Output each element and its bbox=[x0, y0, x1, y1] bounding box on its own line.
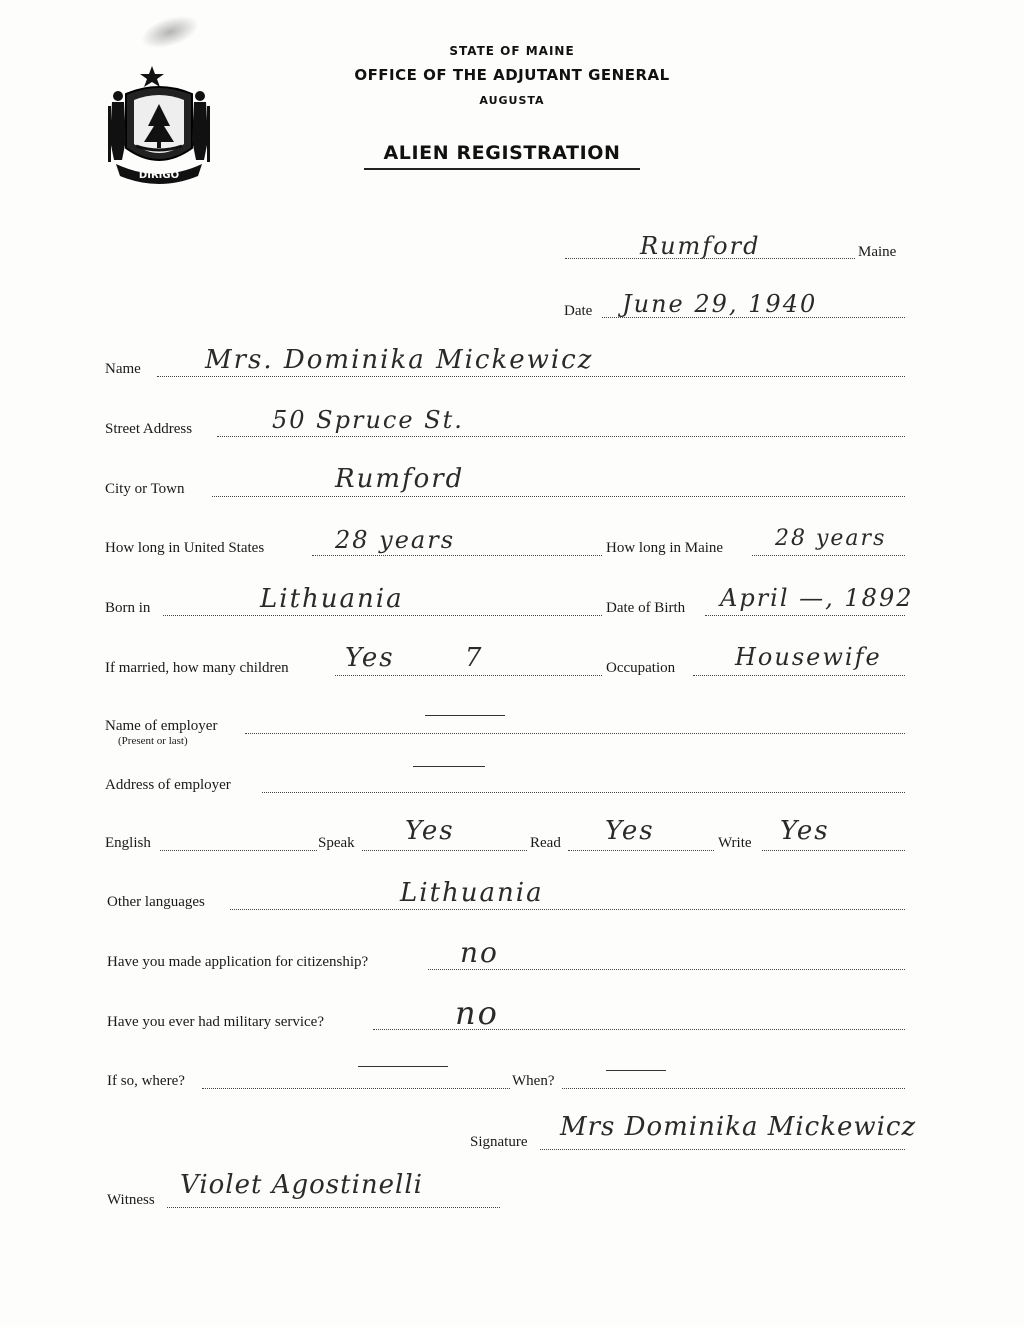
signature-value: Mrs Dominika Mickewicz bbox=[560, 1112, 917, 1142]
employer-blank-dash bbox=[425, 715, 505, 716]
signature-line bbox=[540, 1149, 905, 1150]
employer-sublabel: (Present or last) bbox=[118, 735, 188, 747]
witness-label: Witness bbox=[107, 1192, 155, 1208]
dob-value: April —, 1892 bbox=[720, 584, 914, 612]
occupation-line bbox=[693, 675, 905, 676]
citizenship-line bbox=[428, 969, 905, 970]
write-value: Yes bbox=[780, 816, 830, 846]
seal-motto: DIRIGO bbox=[138, 170, 180, 181]
street-label: Street Address bbox=[105, 421, 193, 437]
us-duration-value: 28 years bbox=[335, 526, 456, 554]
born-in-value: Lithuania bbox=[260, 584, 404, 614]
employer-address-blank-dash bbox=[413, 766, 485, 767]
employer-address-label: Address of employer bbox=[105, 777, 231, 793]
citizenship-label: Have you made application for citizenship? bbox=[107, 954, 369, 970]
speak-value: Yes bbox=[405, 816, 455, 846]
name-value: Mrs. Dominika Mickewicz bbox=[205, 345, 594, 375]
children-value: Yes 7 bbox=[345, 643, 484, 673]
title-underline bbox=[364, 168, 640, 170]
street-value: 50 Spruce St. bbox=[272, 406, 464, 434]
witness-value: Violet Agostinelli bbox=[180, 1170, 423, 1200]
read-value: Yes bbox=[605, 816, 655, 846]
city-label: City or Town bbox=[105, 481, 185, 497]
born-in-label: Born in bbox=[105, 600, 151, 616]
form-title: ALIEN REGISTRATION bbox=[383, 142, 621, 164]
office-heading: OFFICE OF THE ADJUTANT GENERAL bbox=[354, 66, 670, 84]
languages-label: Other languages bbox=[107, 894, 205, 910]
speak-line bbox=[362, 850, 527, 851]
military-line bbox=[373, 1029, 905, 1030]
dob-label: Date of Birth bbox=[606, 600, 686, 616]
us-duration-label: How long in United States bbox=[105, 540, 265, 556]
where-label: If so, where? bbox=[107, 1073, 185, 1089]
employer-address-line bbox=[262, 792, 905, 793]
city-line bbox=[212, 496, 905, 497]
citizenship-value: no bbox=[460, 936, 499, 969]
where-blank-dash bbox=[358, 1066, 448, 1067]
read-label: Read bbox=[530, 835, 561, 851]
maine-duration-value: 28 years bbox=[775, 526, 887, 551]
street-line bbox=[217, 436, 905, 437]
us-duration-line bbox=[312, 555, 602, 556]
maine-duration-line bbox=[752, 555, 905, 556]
children-label: If married, how many children bbox=[105, 660, 289, 676]
english-label: English bbox=[105, 835, 151, 851]
maine-duration-label: How long in Maine bbox=[606, 540, 724, 556]
when-line bbox=[562, 1088, 905, 1089]
city-value: Rumford bbox=[335, 464, 465, 494]
speak-label: Speak bbox=[318, 835, 355, 851]
when-label: When? bbox=[512, 1073, 555, 1089]
dob-line bbox=[705, 615, 905, 616]
born-in-line bbox=[163, 615, 602, 616]
languages-line bbox=[230, 909, 905, 910]
languages-value: Lithuania bbox=[400, 878, 544, 908]
place-label: Maine bbox=[858, 244, 897, 260]
when-blank-dash bbox=[606, 1070, 666, 1071]
witness-line bbox=[167, 1207, 500, 1208]
state-heading: STATE OF MAINE bbox=[449, 44, 575, 58]
occupation-value: Housewife bbox=[735, 643, 882, 671]
military-value: no bbox=[455, 994, 499, 1032]
write-line bbox=[762, 850, 905, 851]
where-line bbox=[202, 1088, 510, 1089]
date-label: Date bbox=[564, 303, 593, 319]
read-line bbox=[568, 850, 714, 851]
signature-label: Signature bbox=[470, 1134, 528, 1150]
english-line bbox=[160, 850, 317, 851]
occupation-label: Occupation bbox=[606, 660, 676, 676]
employer-line bbox=[245, 733, 905, 734]
name-label: Name bbox=[105, 361, 141, 377]
employer-label: Name of employer bbox=[105, 718, 218, 734]
date-value: June 29, 1940 bbox=[622, 290, 818, 318]
children-line bbox=[335, 675, 602, 676]
name-line bbox=[157, 376, 905, 377]
place-value: Rumford bbox=[640, 232, 761, 260]
military-label: Have you ever had military service? bbox=[107, 1014, 324, 1030]
write-label: Write bbox=[718, 835, 752, 851]
city-heading: AUGUSTA bbox=[479, 94, 545, 107]
